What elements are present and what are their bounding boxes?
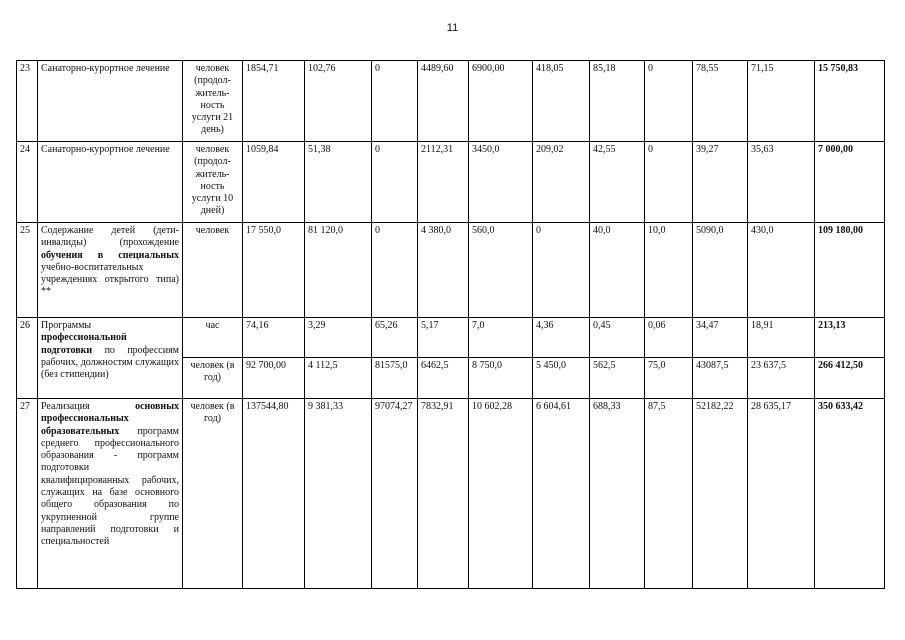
value-cell: 9 381,33	[305, 399, 372, 589]
value-cell: 137544,80	[243, 399, 305, 589]
value-cell: 42,55	[590, 142, 645, 223]
value-cell: 35,63	[748, 142, 815, 223]
service-name-text: программ среднего профессионального образования - программ подготовки квалифицированных рабочих, служащих на базе основного общего образования по укрупненной группе направлений подготовки и специальностей	[41, 425, 179, 548]
service-name: Санаторно-курортное лечение	[38, 61, 183, 142]
value-cell: 81575,0	[372, 358, 418, 399]
service-name-text: Программы	[41, 320, 92, 331]
value-cell: 23 637,5	[748, 358, 815, 399]
value-cell: 560,0	[469, 223, 533, 318]
value-cell: 4 380,0	[418, 223, 469, 318]
value-cell: 7832,91	[418, 399, 469, 589]
service-name-text: по профессиям рабочих, должностям служащих (без стипендии)	[41, 344, 179, 381]
value-cell: 6462,5	[418, 358, 469, 399]
service-name	[38, 223, 183, 318]
value-cell: 28 635,17	[748, 399, 815, 589]
value-cell: 0,45	[590, 318, 645, 358]
table-row	[17, 399, 885, 589]
row-number: 24	[17, 142, 38, 223]
value-cell: 209,02	[533, 142, 590, 223]
value-cell: 688,33	[590, 399, 645, 589]
value-cell: 3,29	[305, 318, 372, 358]
value-cell: 0	[372, 142, 418, 223]
value-cell: 0	[645, 142, 693, 223]
value-cell: 43087,5	[693, 358, 748, 399]
unit-cell: человек (продол-житель-ность услуги 21 день)	[183, 61, 243, 142]
value-cell: 18,91	[748, 318, 815, 358]
value-cell: 17 550,0	[243, 223, 305, 318]
service-name: Санаторно-курортное лечение	[38, 142, 183, 223]
value-cell: 92 700,00	[243, 358, 305, 399]
value-cell: 75,0	[645, 358, 693, 399]
value-cell: 0	[372, 223, 418, 318]
service-name	[38, 318, 183, 399]
row-number: 26	[17, 318, 38, 399]
service-name	[38, 399, 183, 589]
unit-cell: человек	[183, 223, 243, 318]
service-name-text: Содержание детей (дети-инвалиды) (прохождение	[41, 225, 179, 249]
unit-cell: человек (в год)	[183, 399, 243, 589]
service-name-text: учебно-воспитательных учреждениях открытого типа) **	[41, 261, 179, 298]
row-number: 25	[17, 223, 38, 318]
value-cell: 0	[372, 61, 418, 142]
total-cell: 350 633,42	[815, 399, 885, 589]
unit-cell: час	[183, 318, 243, 358]
service-name-emphasis: профессиональной подготовки	[41, 332, 127, 356]
table-row	[17, 223, 885, 318]
value-cell: 5,17	[418, 318, 469, 358]
table-row	[17, 142, 885, 223]
value-cell: 2112,31	[418, 142, 469, 223]
service-name-emphasis: основных профессиональных образовательных	[41, 401, 179, 437]
value-cell: 6900,00	[469, 61, 533, 142]
value-cell: 5090,0	[693, 223, 748, 318]
value-cell: 81 120,0	[305, 223, 372, 318]
value-cell: 97074,27	[372, 399, 418, 589]
table-row	[17, 61, 885, 142]
value-cell: 34,47	[693, 318, 748, 358]
value-cell: 65,26	[372, 318, 418, 358]
row-number: 27	[17, 399, 38, 589]
value-cell: 1854,71	[243, 61, 305, 142]
value-cell: 51,38	[305, 142, 372, 223]
value-cell: 87,5	[645, 399, 693, 589]
value-cell: 1059,84	[243, 142, 305, 223]
value-cell: 40,0	[590, 223, 645, 318]
unit-cell: человек (продол-житель-ность услуги 10 дней)	[183, 142, 243, 223]
value-cell: 562,5	[590, 358, 645, 399]
value-cell: 4489,60	[418, 61, 469, 142]
table-row	[17, 318, 885, 358]
value-cell: 85,18	[590, 61, 645, 142]
value-cell: 0	[533, 223, 590, 318]
total-cell: 15 750,83	[815, 61, 885, 142]
value-cell: 102,76	[305, 61, 372, 142]
value-cell: 430,0	[748, 223, 815, 318]
value-cell: 71,15	[748, 61, 815, 142]
value-cell: 39,27	[693, 142, 748, 223]
page-number: 11	[446, 22, 459, 34]
value-cell: 10,0	[645, 223, 693, 318]
value-cell: 7,0	[469, 318, 533, 358]
service-name-emphasis: обучения в специальных	[41, 249, 179, 261]
total-cell: 213,13	[815, 318, 885, 358]
value-cell: 418,05	[533, 61, 590, 142]
row-number: 23	[17, 61, 38, 142]
value-cell: 3450,0	[469, 142, 533, 223]
value-cell: 8 750,0	[469, 358, 533, 399]
value-cell: 0	[645, 61, 693, 142]
value-cell: 10 602,28	[469, 399, 533, 589]
value-cell: 4,36	[533, 318, 590, 358]
service-name-text: Реализация	[41, 401, 136, 412]
value-cell: 0,06	[645, 318, 693, 358]
value-cell: 6 604,61	[533, 399, 590, 589]
value-cell: 52182,22	[693, 399, 748, 589]
value-cell: 78,55	[693, 61, 748, 142]
value-cell: 5 450,0	[533, 358, 590, 399]
total-cell: 109 180,00	[815, 223, 885, 318]
value-cell: 4 112,5	[305, 358, 372, 399]
cost-table	[16, 60, 885, 589]
unit-cell: человек (в год)	[183, 358, 243, 399]
value-cell: 74,16	[243, 318, 305, 358]
total-cell: 7 000,00	[815, 142, 885, 223]
total-cell: 266 412,50	[815, 358, 885, 399]
